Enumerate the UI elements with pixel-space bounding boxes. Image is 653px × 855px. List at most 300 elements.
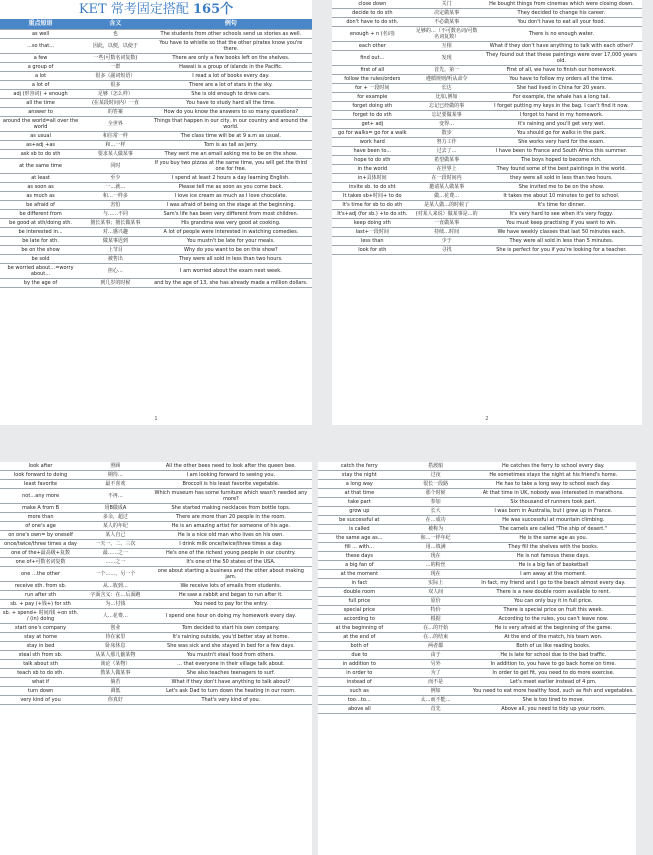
example-cell: Both of us like reading books. (471, 642, 636, 651)
phrase-cell: steal sth from sb. (0, 651, 81, 660)
table-row (332, 42, 642, 51)
example-cell: A lot of people were interested in watching comedies. (150, 228, 312, 237)
table-row (0, 567, 312, 582)
phrase-cell: in+具体时间 (332, 174, 413, 183)
phrase-cell: as well (0, 30, 81, 39)
phrase-cell: by the age of (0, 279, 81, 288)
phrase-cell: be worried about…=worry about… (0, 264, 81, 279)
meaning-cell: 在…成功 (401, 516, 471, 525)
example-cell: He is a nice old man who lives on his own. (150, 531, 312, 540)
phrase-cell: at least (0, 174, 81, 183)
meaning-cell: 希望做某事 (413, 156, 481, 165)
meaning-cell: 做…花费… (413, 192, 481, 201)
meaning-cell: (对某人来说）做某事是…的 (413, 210, 481, 219)
example-cell: It's one of the 50 states of the USA. (150, 558, 312, 567)
phrase-cell: be afraid of (0, 201, 81, 210)
table-row (318, 660, 636, 669)
table-row (0, 687, 312, 696)
phrase-cell: according to (318, 615, 401, 624)
example-cell: I forget putting my keys in the bag. I can't find it now. (481, 102, 642, 111)
example-cell: Tom decided to start his own company. (150, 624, 312, 633)
example-cell: All the other bees need to look after the queen bee. (150, 462, 312, 471)
meaning-cell: 首先 (401, 705, 471, 714)
phrase-cell: ask sb to do sth (0, 150, 81, 159)
example-cell: You have to follow my orders all the time. (481, 75, 642, 84)
example-cell: You can only buy it in full price. (471, 597, 636, 606)
example-cell: She was sick and she stayed in bed for a few days. (150, 642, 312, 651)
meaning-cell: 特价 (401, 606, 471, 615)
table-row (318, 705, 636, 714)
example-cell: Tom is as tall as Jerry. (150, 141, 312, 150)
example-cell: In order to get fit, you need to do more exercise. (471, 669, 636, 678)
phrase-cell: be good at sth/doing sth. (0, 219, 81, 228)
example-cell: There is special price on fruit this week. (471, 606, 636, 615)
table-row (0, 549, 312, 558)
table-row (332, 219, 642, 228)
table-row (318, 543, 636, 552)
phrase-cell: a lot of (0, 81, 81, 90)
example-cell: That's very kind of you. (150, 696, 312, 705)
example-cell: I forgot to hand in my homework. (481, 111, 642, 120)
example-cell: The boys hoped to become rich. (481, 156, 642, 165)
table-row (0, 642, 312, 651)
phrase-table (0, 19, 312, 288)
example-cell: I was born in Australia, but I grew up in France. (471, 507, 636, 516)
phrase-cell: around the world=all over the world (0, 117, 81, 132)
phrase-cell: special price (318, 606, 401, 615)
table-row (0, 90, 312, 99)
example-cell: Let's ask Dad to turn down the heating in our room. (150, 687, 312, 696)
phrase-cell: close down (332, 0, 413, 9)
table-row (0, 201, 312, 210)
phrase-cell: as soon as (0, 183, 81, 192)
phrase-cell: for + 一段时间 (332, 84, 413, 93)
meaning-cell: 少于 (413, 237, 481, 246)
table-row (318, 651, 636, 660)
table-row (332, 246, 642, 255)
phrase-cell: each other (332, 42, 413, 51)
table-row (332, 156, 642, 165)
phrase-cell: at the beginning of (318, 624, 401, 633)
meaning-cell: 为…付钱 (81, 600, 150, 609)
example-cell: You should go for walks in the park. (481, 129, 642, 138)
meaning-cell: 一…就… (81, 183, 150, 192)
table-row (0, 540, 312, 549)
phrase-cell: a group of (0, 63, 81, 72)
example-cell: They were all sold in less than two hours. (150, 255, 312, 264)
page-title (0, 0, 312, 19)
example-cell: You have to study hard all the time. (150, 99, 312, 108)
table-row (332, 201, 642, 210)
phrase-cell: sb. + pay (+钱+) for sth (0, 600, 81, 609)
phrase-cell: forget to do sth (332, 111, 413, 120)
meaning-cell: 与……不同 (81, 210, 150, 219)
meaning-cell: 一些(可数名词复数) (81, 54, 150, 63)
meaning-cell: 害怕 (81, 201, 150, 210)
table-row (332, 174, 642, 183)
example-cell: She is too tired to move. (471, 696, 636, 705)
table-row (318, 579, 636, 588)
table-row (0, 117, 312, 132)
phrase-cell: a few (0, 54, 81, 63)
meaning-cell: 教某人做某事 (81, 669, 150, 678)
phrase-cell: too…to… (318, 696, 401, 705)
table-row (0, 696, 312, 705)
table-row (332, 111, 642, 120)
table-row (0, 108, 312, 117)
example-cell: They sent me an email asking me to be on the show. (150, 150, 312, 159)
page-number: 2 (485, 416, 489, 422)
example-cell: There are a lot of stars in the sky. (150, 81, 312, 90)
example-cell: They decided to change his career. (481, 9, 642, 18)
meaning-cell: 在一段时间内 (413, 174, 481, 183)
table-row (0, 237, 312, 246)
meaning-cell: 很多（副词短语） (81, 72, 150, 81)
example-cell: He is very afraid at the beginning of the game. (471, 624, 636, 633)
meaning-cell: 一天一、二、三次 (81, 540, 150, 549)
phrase-cell: the same age as... (318, 534, 401, 543)
example-cell: He catches the ferry to school every day. (471, 462, 636, 471)
meaning-cell: 期待… (81, 471, 150, 480)
phrase-cell: double room (318, 588, 401, 597)
meaning-cell: 遵循规则/听从命令 (413, 75, 481, 84)
example-cell: I was afraid of being on the stage at the beginning. (150, 201, 312, 210)
meaning-cell: 和…一样多 (81, 192, 150, 201)
example-cell: They found out that these paintings were over 17,000 years old. (481, 51, 642, 66)
table-row (332, 27, 642, 42)
table-row (318, 462, 636, 471)
phrase-cell: as usual (0, 132, 81, 141)
table-row (332, 210, 642, 219)
meaning-cell: 一个……，另一个 (81, 567, 150, 582)
table-row (0, 54, 312, 63)
table-row (332, 183, 642, 192)
phrase-cell: due to (318, 651, 401, 660)
phrase-cell: stay the night (318, 471, 401, 480)
meaning-cell: 在世界上 (413, 165, 481, 174)
phrase-cell: hope to do sth (332, 156, 413, 165)
table-row (0, 669, 312, 678)
phrase-cell: above all (318, 705, 401, 714)
meaning-cell: 比如,例如 (413, 93, 481, 102)
example-cell: You have to whistle so that the other pirates know you're there. (150, 39, 312, 54)
table-row (332, 228, 642, 237)
meaning-cell: 被售出 (81, 255, 150, 264)
meaning-cell: 卧床休息 (81, 642, 150, 651)
example-cell: He bought things from cinemas which were closing down. (481, 0, 642, 9)
table-row (0, 150, 312, 159)
meaning-cell: 首先，第一 (413, 66, 481, 75)
meaning-cell: 发现 (413, 51, 481, 66)
phrase-cell: grow up (318, 507, 401, 516)
table-row (0, 228, 312, 237)
table-row (332, 66, 642, 75)
meaning-cell: 做某事迟到 (81, 237, 150, 246)
meaning-cell: 也 (81, 30, 150, 39)
phrase-cell: run after sth (0, 591, 81, 600)
phrase-cell: keep doing sth (332, 219, 413, 228)
document-page-1 (0, 0, 312, 425)
table-row (332, 75, 642, 84)
example-cell: Which museum has some furniture which wasn't needed any more? (150, 489, 312, 504)
meaning-cell: 一群 (81, 63, 150, 72)
meaning-cell: 决定做某事 (413, 9, 481, 18)
meaning-cell: 最不喜欢 (81, 480, 150, 489)
meaning-cell: 从某人那儿偷某物 (81, 651, 150, 660)
example-cell: You mustn't be late for your meals. (150, 237, 312, 246)
meaning-cell: 和…一样 (81, 141, 150, 150)
meaning-cell: 变得… (413, 120, 481, 129)
example-cell: He saw a rabbit and began to run after it. (150, 591, 312, 600)
example-cell: She started making necklaces from bottle tops. (150, 504, 312, 513)
example-cell: Let's meet earlier instead of 4 pm. (471, 678, 636, 687)
example-cell: There are more than 20 people in the room. (150, 513, 312, 522)
meaning-cell: 擅长某事；擅长做某事 (81, 219, 150, 228)
title-text: KET 常考固定搭配 (78, 2, 189, 17)
meaning-cell: 某人的年纪 (81, 522, 150, 531)
table-row (318, 480, 636, 489)
meaning-cell: 互相 (413, 42, 481, 51)
phrase-cell: work hard (332, 138, 413, 147)
table-row (318, 561, 636, 570)
meaning-cell: 在…的结束 (401, 633, 471, 642)
meaning-cell: 长大 (401, 507, 471, 516)
table-body (0, 462, 312, 705)
example-cell: She works very hard for the exam. (481, 138, 642, 147)
meaning-cell: 寻找 (413, 246, 481, 255)
phrase-cell: be successful at (318, 516, 401, 525)
table-row (318, 534, 636, 543)
meaning-cell: 被称为 (401, 525, 471, 534)
meaning-cell: 过夜 (401, 471, 471, 480)
meaning-cell: 很多 (81, 81, 150, 90)
example-cell: She is perfect for you if you're looking for a teacher. (481, 246, 642, 255)
table-row (0, 678, 312, 687)
table-row (332, 237, 642, 246)
table-row (0, 210, 312, 219)
example-cell: ... that everyone in their village talk about. (150, 660, 312, 669)
phrase-table (332, 0, 642, 255)
example-cell: they were all sold in less than two hours. (481, 174, 642, 183)
table-row (0, 609, 312, 624)
meaning-cell: 人…花费… (81, 609, 150, 624)
table-row (0, 531, 312, 540)
table-row (0, 39, 312, 54)
phrase-cell: less than (332, 237, 413, 246)
example-cell: and by the age of 13, she has already made a million dollars. (150, 279, 312, 288)
example-cell: He's one of the richest young people in our country. (150, 549, 312, 558)
example-cell: What if they don't have anything to talk with each other? (481, 42, 642, 51)
phrase-cell: be interested in... (0, 228, 81, 237)
table-row (332, 192, 642, 201)
example-cell: He is an amazing artist for someone of his age. (150, 522, 312, 531)
example-cell: First of all, we have to finish our homework. (481, 66, 642, 75)
example-cell: There are only a few books left on the shelves. (150, 54, 312, 63)
example-cell: I have been to France and South Africa this summer. (481, 147, 642, 156)
table-row (318, 633, 636, 642)
table-row (332, 102, 642, 111)
table-row (0, 558, 312, 567)
phrase-cell: follow the rules/orders (332, 75, 413, 84)
meaning-cell: 由于 (401, 651, 471, 660)
example-cell: He was successful at mountain climbing. (471, 516, 636, 525)
example-cell: If you buy two pizzas at the same time, you will get the third one for free. (150, 159, 312, 174)
table-row (0, 192, 312, 201)
example-cell: How do you know the answers to so many questions? (150, 108, 312, 117)
phrase-cell: It takes sb+时间+ to do (332, 192, 413, 201)
example-cell: You need to pay for the entry. (150, 600, 312, 609)
table-row (318, 507, 636, 516)
meaning-cell: 努力工作 (413, 138, 481, 147)
meaning-cell: 要求某人做某事 (81, 150, 150, 159)
example-cell: He is the same age as you. (471, 534, 636, 543)
table-row (0, 63, 312, 72)
page-number: 1 (154, 416, 158, 422)
table-row (0, 624, 312, 633)
table-body (332, 0, 642, 255)
example-cell: There is no enough water. (481, 27, 642, 42)
example-cell: For example, the whale has a long tail. (481, 93, 642, 102)
table-row (0, 279, 312, 288)
example-cell: They fill the shelves with the books. (471, 543, 636, 552)
meaning-cell: 上节目 (81, 246, 150, 255)
example-cell: It's very hard to see when it's very foggy. (481, 210, 642, 219)
example-cell: I am away at the moment. (471, 570, 636, 579)
phrase-cell: It's+adj (for sb.) +to do sth. (332, 210, 413, 219)
phrase-cell: first of all (332, 66, 413, 75)
phrase-cell: at the moment (318, 570, 401, 579)
table-row (318, 642, 636, 651)
phrase-cell: stay in bed (0, 642, 81, 651)
meaning-cell: ……之一 (81, 558, 150, 567)
phrase-cell: receive sth. from sb. (0, 582, 81, 591)
meaning-cell: 是某人做…的时候了 (413, 201, 481, 210)
table-row (318, 489, 636, 498)
table-row (0, 504, 312, 513)
phrase-cell: decide to do sth (332, 9, 413, 18)
phrase-cell: at the end of (318, 633, 401, 642)
phrase-cell: teach sb to do sth. (0, 669, 81, 678)
example-cell: She invited me to be on the show. (481, 183, 642, 192)
phrase-cell: be on the show (0, 246, 81, 255)
phrase-cell: look for sth (332, 246, 413, 255)
phrase-cell: last+一段时间 (332, 228, 413, 237)
table-row (0, 471, 312, 480)
meaning-cell: 和…一样年纪 (401, 534, 471, 543)
phrase-cell: look forward to doing (0, 471, 81, 480)
phrase-cell: be sold (0, 255, 81, 264)
phrase-cell: talk about sth (0, 660, 81, 669)
phrase-table (0, 462, 312, 705)
phrase-cell: have been to... (332, 147, 413, 156)
table-header-row (0, 19, 312, 30)
phrase-cell: answer to (0, 108, 81, 117)
phrase-cell: It's time for sb to do sth (332, 201, 413, 210)
meaning-cell: 两者都 (401, 642, 471, 651)
table-row (0, 489, 312, 504)
meaning-cell: 散步 (413, 129, 481, 138)
phrase-cell: is called (318, 525, 401, 534)
phrase-cell: one of+可数名词复数 (0, 558, 81, 567)
meaning-cell: (在某段时间内）一直 (81, 99, 150, 108)
example-cell: According to the rules, you can't leave now. (471, 615, 636, 624)
meaning-cell: 关门 (413, 0, 481, 9)
table-row (0, 81, 312, 90)
meaning-cell: 到几岁的时候 (81, 279, 150, 288)
table-row (332, 120, 642, 129)
example-cell: I drink milk once/twice/three times a day. (150, 540, 312, 549)
example-cell: There is a new double room available to rent. (471, 588, 636, 597)
phrase-cell: such as (318, 687, 401, 696)
phrase-cell: take part (318, 498, 401, 507)
meaning-cell: …的粉丝 (401, 561, 471, 570)
table-row (0, 132, 312, 141)
phrase-cell: in the world (332, 165, 413, 174)
example-cell: It's raining and you'll get very wet. (481, 120, 642, 129)
document-page-4 (318, 462, 636, 855)
meaning-cell: 你真好 (81, 696, 150, 705)
meaning-cell: 例如 (401, 687, 471, 696)
phrase-cell: full price (318, 597, 401, 606)
example-cell: They were all sold in less than 5 minutes. (481, 237, 642, 246)
table-row (0, 633, 312, 642)
example-cell: You mustn't steal food from others. (150, 651, 312, 660)
example-cell: Above all, you need to tidy up your room. (471, 705, 636, 714)
phrase-cell: in order to (318, 669, 401, 678)
table-row (0, 141, 312, 150)
document-page-2 (332, 0, 642, 425)
example-cell: He is late for school due to the bad traffic. (471, 651, 636, 660)
table-row (332, 9, 642, 18)
example-cell: Things that happen in our city, in our country and around the world. (150, 117, 312, 132)
phrase-cell: find out... (332, 51, 413, 66)
phrase-cell: on one's own= by oneself (0, 531, 81, 540)
phrase-cell: be late for sth. (0, 237, 81, 246)
meaning-cell: 双人间 (401, 588, 471, 597)
phrase-cell: instead of (318, 678, 401, 687)
table-row (318, 687, 636, 696)
example-cell: I spend at least 2 hours a day learning English. (150, 174, 312, 183)
example-cell: You must keep practising if you want to win. (481, 219, 642, 228)
table-row (318, 525, 636, 534)
table-row (0, 264, 312, 279)
meaning-cell: 一直做某事 (413, 219, 481, 228)
phrase-cell: enough + n (名词) (332, 27, 413, 42)
meaning-cell: 持续…时间 (413, 228, 481, 237)
table-row (0, 72, 312, 81)
table-row (318, 597, 636, 606)
table-row (0, 183, 312, 192)
phrase-cell: sb. + spend+ 时间/钱 +on sth. / (in) doing (0, 609, 81, 624)
table-row (0, 591, 312, 600)
meaning-cell: 不必做某事 (413, 18, 481, 27)
table-row (318, 678, 636, 687)
table-row (0, 246, 312, 255)
example-cell: It's time for dinner. (481, 201, 642, 210)
table-row (318, 624, 636, 633)
header-meaning: 含义 (81, 19, 150, 30)
phrase-cell: for example (332, 93, 413, 102)
meaning-cell: 在…的开始 (401, 624, 471, 633)
phrase-cell: a lot (0, 72, 81, 81)
meaning-cell: 另外 (401, 660, 471, 669)
table-row (332, 165, 642, 174)
example-cell: The class time will be at 9 a.m as usual. (150, 132, 312, 141)
meaning-cell: 同时 (81, 159, 150, 174)
meaning-cell: 现在 (401, 570, 471, 579)
example-cell: She also teaches teenagers to surf. (150, 669, 312, 678)
phrase-table (318, 462, 636, 714)
